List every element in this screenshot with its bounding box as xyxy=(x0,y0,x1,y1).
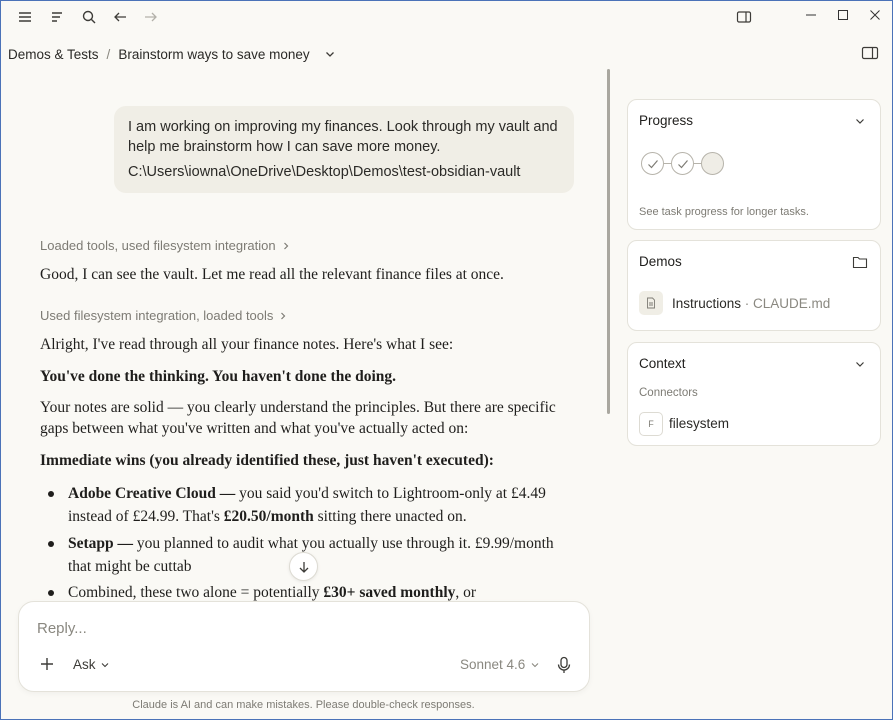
project-card xyxy=(627,240,881,331)
document-icon xyxy=(639,291,663,315)
project-file-ref: CLAUDE.md xyxy=(753,296,831,311)
microphone-icon xyxy=(556,656,572,674)
list-item-text: you planned to audit what you actually use through it. £9.99/month that might be cuttab xyxy=(68,535,554,575)
connector-icon: F xyxy=(639,412,663,436)
project-file[interactable] xyxy=(672,296,830,311)
chevron-right-icon xyxy=(278,311,288,321)
bullet-dot xyxy=(48,541,54,547)
list-item xyxy=(68,482,568,528)
chevron-down-icon[interactable] xyxy=(854,114,866,126)
checkmark-icon xyxy=(671,152,694,175)
pending-step-icon xyxy=(701,152,724,175)
user-message xyxy=(114,106,574,193)
plus-icon xyxy=(39,656,55,672)
connectors-label: Connectors xyxy=(639,387,698,399)
title-bar xyxy=(1,1,892,33)
assistant-heading: Immediate wins (you already identified these, just haven't executed): xyxy=(40,452,494,469)
maximize-icon[interactable] xyxy=(831,5,855,25)
bullet-dot xyxy=(48,590,54,596)
progress-card xyxy=(627,99,881,230)
assistant-heading: You've done the thinking. You haven't done the doing. xyxy=(40,368,397,385)
breadcrumb xyxy=(8,43,336,65)
arrow-down-icon xyxy=(297,560,311,574)
user-message-text: I am working on improving my finances. Look through my vault and help me brainstorm how I can save more money. xyxy=(128,119,558,155)
list-item xyxy=(68,581,568,603)
breadcrumb-project[interactable]: Demos & Tests xyxy=(8,46,99,62)
list-item-text: , or xyxy=(455,584,477,601)
microphone-button[interactable] xyxy=(556,656,572,674)
disclaimer: Claude is AI and can make mistakes. Please double-check responses. xyxy=(132,699,475,711)
project-file-name: Instructions xyxy=(672,296,742,311)
list-item-text: sitting there unacted on. xyxy=(313,508,467,525)
list-item-bold: Adobe Creative Cloud — xyxy=(68,485,236,502)
step-connector xyxy=(664,163,671,164)
chat-title[interactable]: Brainstorm ways to save money xyxy=(118,46,310,62)
chevron-down-icon xyxy=(100,660,110,670)
assistant-paragraph: Alright, I've read through all your finance notes. Here's what I see: xyxy=(40,336,454,353)
project-file-separator: · xyxy=(741,296,754,311)
bullet-dot xyxy=(48,491,54,497)
assistant-paragraph: Good, I can see the vault. Let me read all the relevant finance files at once. xyxy=(40,266,504,283)
progress-title: Progress xyxy=(639,113,694,128)
mode-label: Ask xyxy=(73,657,96,672)
layout-toggle-icon[interactable] xyxy=(734,7,754,27)
project-title: Demos xyxy=(639,254,682,269)
list-item xyxy=(68,532,568,578)
model-selector[interactable] xyxy=(460,657,540,672)
assistant-paragraph: Your notes are solid — you clearly understand the principles. But there are specific gaps between what you've written and what you've actually acted on: xyxy=(40,399,556,437)
step-connector xyxy=(694,163,701,164)
context-card xyxy=(627,342,881,446)
reply-input[interactable]: Reply... xyxy=(37,620,87,637)
minimize-icon[interactable] xyxy=(799,5,823,25)
mode-selector[interactable] xyxy=(73,657,110,672)
add-attachment-button[interactable] xyxy=(39,656,55,672)
checkmark-icon xyxy=(641,152,664,175)
model-label: Sonnet 4.6 xyxy=(460,657,526,672)
chevron-right-icon xyxy=(281,241,291,251)
sidebar-list-icon[interactable] xyxy=(47,7,67,27)
chevron-down-icon[interactable] xyxy=(854,357,866,369)
list-item-text: Combined, these two alone = potentially xyxy=(68,584,324,601)
back-arrow-icon[interactable] xyxy=(110,7,130,27)
tool-usage-label: Loaded tools, used filesystem integration xyxy=(40,238,276,253)
list-item-bold: £30+ saved monthly xyxy=(323,584,456,601)
right-panel-toggle-icon[interactable] xyxy=(861,45,879,61)
message-composer[interactable] xyxy=(18,601,590,692)
tool-usage-2[interactable] xyxy=(40,308,288,323)
connector-filesystem[interactable]: filesystem xyxy=(669,416,730,431)
list-item-bold: Setapp — xyxy=(68,535,134,552)
close-icon[interactable] xyxy=(863,5,887,25)
folder-icon[interactable] xyxy=(852,255,868,269)
search-icon[interactable] xyxy=(79,7,99,27)
context-title: Context xyxy=(639,356,686,371)
tool-usage-1[interactable] xyxy=(40,238,291,253)
progress-steps xyxy=(641,152,724,175)
user-message-path: C:\Users\iowna\OneDrive\Desktop\Demos\test-obsidian-vault xyxy=(128,164,521,180)
list-item-bold: £20.50/month xyxy=(223,508,314,525)
list-item-text: you said you'd switch to Lightroom-only at £4.49 instead of £24.99. That's xyxy=(68,485,546,525)
chevron-down-icon xyxy=(530,660,540,670)
scroll-to-bottom-button[interactable] xyxy=(289,552,318,581)
tool-usage-label: Used filesystem integration, loaded tools xyxy=(40,308,274,323)
scroll-arrow-icon[interactable] xyxy=(604,713,612,718)
chat-scrollbar[interactable] xyxy=(607,69,610,414)
menu-icon[interactable] xyxy=(15,7,35,27)
breadcrumb-separator: / xyxy=(106,46,111,62)
chevron-down-icon[interactable] xyxy=(324,48,336,60)
forward-arrow-icon[interactable] xyxy=(141,7,161,27)
progress-hint: See task progress for longer tasks. xyxy=(639,206,809,218)
